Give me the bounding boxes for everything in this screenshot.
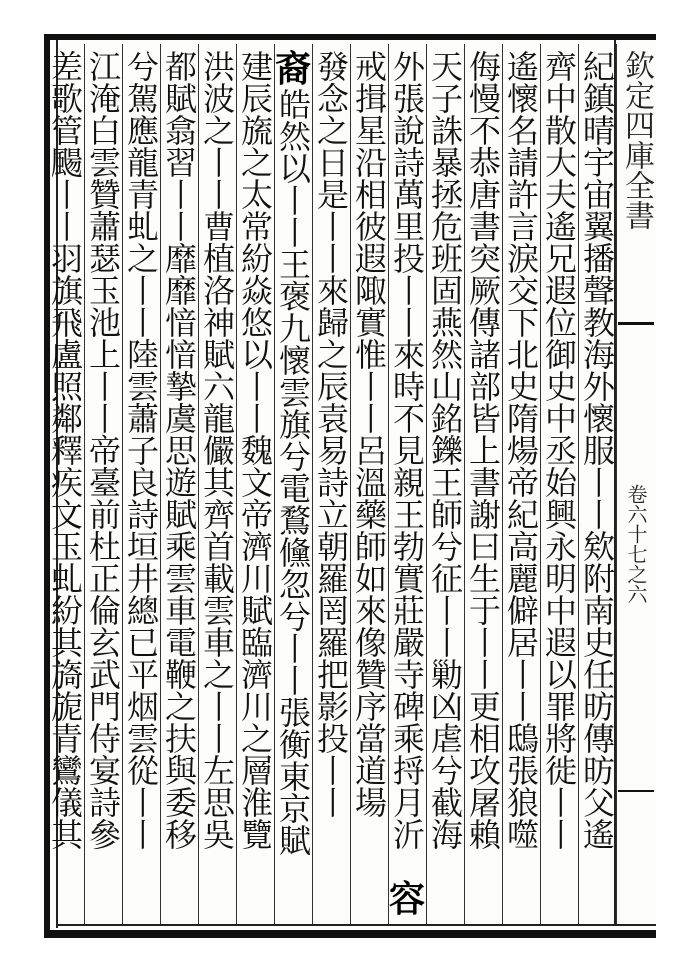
text-column-3: [502, 50, 540, 918]
fold-title: 欽定四庫全書: [619, 50, 654, 230]
text-column-7: [350, 50, 388, 918]
column-text: 建辰旒之太常紛焱悠以丨丨魏文帝濟川賦臨濟川之層淮覽: [236, 50, 274, 850]
text-column-5: [426, 50, 464, 918]
text-column-13: [122, 50, 160, 918]
text-column-14: [84, 50, 122, 918]
column-rule: [616, 44, 617, 924]
text-column-1: [578, 50, 616, 918]
text-column-11: [198, 50, 236, 918]
column-text: 差歌管颺丨丨羽旗飛盧照鄰釋疾文玉虬紛其旖旎青鸞儀其: [46, 50, 84, 850]
column-text: 都賦翕習丨丨靡靡愔愔摯虞思遊賦乘雲車電鞭之扶與委移: [160, 50, 198, 850]
fold-mark-top: [618, 322, 654, 325]
column-text: 兮駕應龍青虬之丨丨陸雲蕭子良詩垣井總已平烟雲從丨丨: [122, 50, 160, 850]
text-column-2: [540, 50, 578, 918]
column-text: 戒揖星沿相彼遐陬實惟丨丨呂溫藥師如來像贊序當道場: [350, 50, 388, 818]
column-text: 遙懷名請許言淚交下北史隋煬帝紀高麗僻居丨丨鴟張狼噬: [502, 50, 540, 850]
fold-margin: [618, 44, 654, 924]
column-text: 外張說詩萬里投丨丨來時不見親王勃實莊嚴寺碑乘捋月沂: [388, 50, 426, 850]
column-text: 天子誅暴拯危班固燕然山銘鑠王師兮征丨丨勦凶虐兮截海: [426, 50, 464, 850]
border-top: [44, 34, 656, 40]
text-column-10: [236, 50, 274, 918]
text-column-6: [388, 50, 426, 918]
column-text: 齊中散大夫遙兄遐位御史中丞始興永明中遐以罪將徙丨丨: [540, 50, 578, 850]
heading-character: 裔: [274, 48, 311, 90]
column-text: 紀鎮晴宇宙翼播聲教海外懷服丨丨欸附南史任昉傳昉父遙: [578, 50, 616, 850]
column-text: 侮慢不恭唐書突厥傳諸部皆上書謝曰生于丨丨更相攻屠賴: [464, 50, 502, 850]
text-column-15: [46, 50, 84, 918]
text-column-12: [160, 50, 198, 918]
border-inner-bottom: [56, 924, 656, 926]
column-text: 發念之日是丨丨來歸之辰袁易詩立朝羅罔羅把影投丨丨: [312, 50, 350, 818]
column-text: 江淹白雲贊蕭瑟玉池上丨丨帝臺前杜正倫玄武門侍宴詩參: [84, 50, 122, 850]
volume-label: 卷六十七之六: [624, 484, 648, 604]
column-text: 洪波之丨丨曹植洛神賦六龍儼其齊首載雲車之丨丨左思吳: [198, 50, 236, 850]
text-column-8: [312, 50, 350, 918]
text-column-4: [464, 50, 502, 918]
fold-mark-bottom: [618, 790, 654, 792]
heading-character: 容: [388, 878, 425, 920]
column-text: 皓然以丨丨王褒九懷雲旗兮電鶩儵忽兮丨丨張衡東京賦: [274, 88, 312, 856]
text-column-9: [274, 88, 312, 918]
border-bottom: [44, 930, 656, 938]
